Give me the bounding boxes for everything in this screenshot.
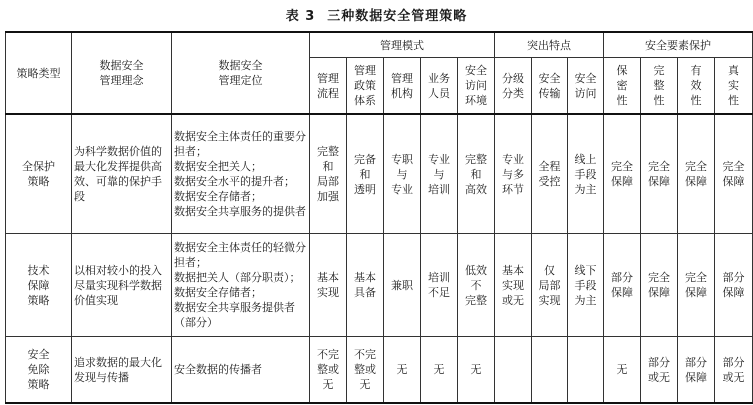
header-sub: 真 实 性	[715, 58, 753, 115]
table-cell: 无	[384, 337, 421, 404]
table-cell	[568, 337, 604, 404]
table-cell: 无	[458, 337, 495, 404]
table-cell: 无	[604, 337, 641, 404]
table-cell: 部分 保障	[678, 337, 715, 404]
header-concept: 数据安全 管理理念	[72, 32, 172, 114]
header-position: 数据安全 管理定位	[172, 32, 310, 114]
table-cell: 线下 手段 为主	[568, 234, 604, 337]
table-cell: 完整 和 高效	[458, 114, 495, 234]
table-cell: 线上 手段 为主	[568, 114, 604, 234]
table-cell: 兼职	[384, 234, 421, 337]
position-cell: 安全数据的传播者	[172, 337, 310, 404]
table-cell: 完全 保障	[604, 114, 641, 234]
table-cell: 部分 保障	[604, 234, 641, 337]
concept-cell: 追求数据的最大化发现与传播	[72, 337, 172, 404]
table-cell: 完备 和 透明	[347, 114, 384, 234]
table-cell: 完全 保障	[641, 234, 678, 337]
table-caption	[0, 5, 753, 24]
header-group-elements: 安全要素保护	[604, 32, 753, 58]
concept-cell: 为科学数据价值的最大化发挥提供高效、可靠的保护手段	[72, 114, 172, 234]
strategy-table	[5, 31, 753, 404]
table-cell: 基本 实现 或无	[495, 234, 532, 337]
header-sub: 安全 传输	[532, 58, 568, 115]
table-cell	[532, 337, 568, 404]
table-cell: 完全 保障	[641, 114, 678, 234]
header-sub: 保 密 性	[604, 58, 641, 115]
position-cell: 数据安全主体责任的重要分担者； 数据安全把关人； 数据安全水平的提升者； 数据安全存储者； 数据安全共享服务的提供者	[172, 114, 310, 234]
concept-cell: 以相对较小的投入尽量实现科学数据价值实现	[72, 234, 172, 337]
strategy-type-cell: 安全 免除 策略	[6, 337, 72, 404]
table-row	[6, 114, 753, 234]
table-cell: 不完 整或 无	[310, 337, 347, 404]
table-row	[6, 337, 753, 404]
table-number: 表 3	[285, 9, 316, 24]
position-cell: 数据安全主体责任的轻微分担者； 数据把关人（部分职责）； 数据安全存储者； 数据安全共享服务提供者（部分）	[172, 234, 310, 337]
table-cell: 培训 不足	[421, 234, 458, 337]
header-sub: 安全 访问	[568, 58, 604, 115]
table-cell: 基本 具备	[347, 234, 384, 337]
header-group-feature: 突出特点	[495, 32, 604, 58]
table-cell: 完全 保障	[678, 234, 715, 337]
table-cell	[495, 337, 532, 404]
table-cell: 全程 受控	[532, 114, 568, 234]
table-cell: 专业 与多 环节	[495, 114, 532, 234]
table-cell: 完全 保障	[678, 114, 715, 234]
table-cell: 完全 保障	[715, 114, 753, 234]
header-sub: 分级 分类	[495, 58, 532, 115]
table-cell: 不完 整或 无	[347, 337, 384, 404]
table-cell: 专职 与 专业	[384, 114, 421, 234]
strategy-type-cell: 技术 保障 策略	[6, 234, 72, 337]
table-cell: 部分 或无	[641, 337, 678, 404]
table-cell: 低效 不 完整	[458, 234, 495, 337]
header-sub: 管理 政策 体系	[347, 58, 384, 115]
header-group-mode: 管理模式	[310, 32, 495, 58]
table-cell: 无	[421, 337, 458, 404]
table-title: 三种数据安全管理策略	[327, 9, 468, 24]
table-cell: 部分 或无	[715, 337, 753, 404]
header-sub: 管理 机构	[384, 58, 421, 115]
header-sub: 业务 人员	[421, 58, 458, 115]
header-sub: 安全 访问 环境	[458, 58, 495, 115]
header-sub: 管理 流程	[310, 58, 347, 115]
table-cell: 仅 局部 实现	[532, 234, 568, 337]
table-row	[6, 234, 753, 337]
header-sub: 有 效 性	[678, 58, 715, 115]
table-cell: 部分 保障	[715, 234, 753, 337]
header-strategy-type: 策略类型	[6, 32, 72, 114]
header-sub: 完 整 性	[641, 58, 678, 115]
table-cell: 专业 与 培训	[421, 114, 458, 234]
strategy-type-cell: 全保护 策略	[6, 114, 72, 234]
table-cell: 完整 和 局部 加强	[310, 114, 347, 234]
table-cell: 基本 实现	[310, 234, 347, 337]
